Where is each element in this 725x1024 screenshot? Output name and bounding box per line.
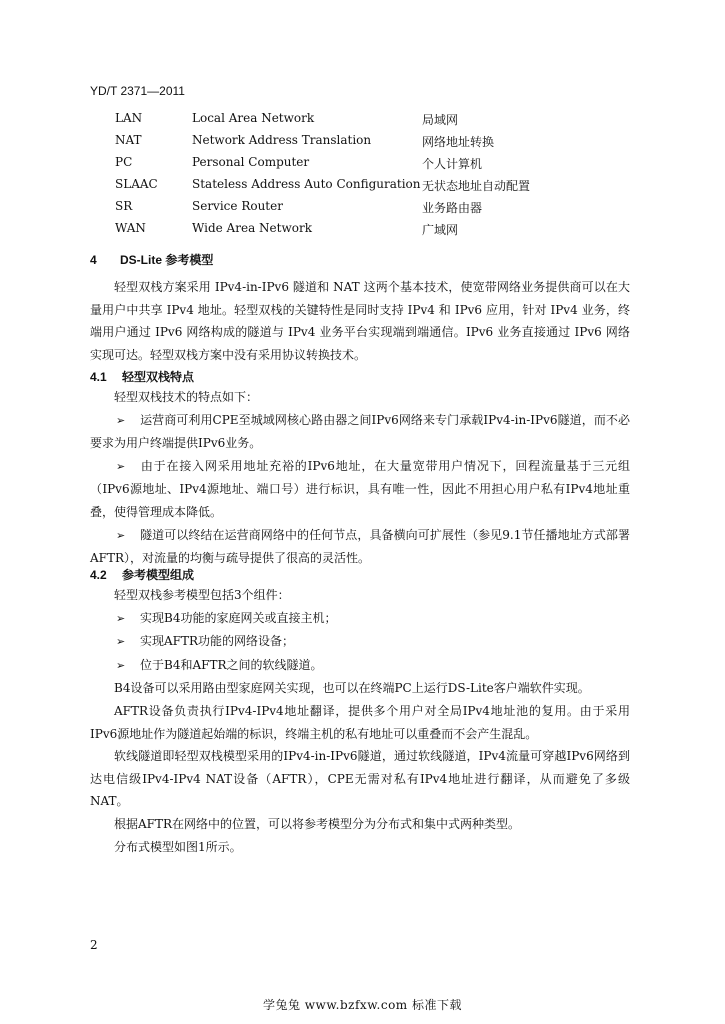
bullet-item: ➢ 实现B4功能的家庭网关或直接主机； — [90, 607, 630, 631]
abbreviation-chinese: 个人计算机 — [422, 157, 483, 171]
bullet-item: ➢ 由于在接入网采用地址充裕的IPv6地址，在大量宽带用户情况下，回程流量基于三元组（IPv6源地址、IPv4源地址、端口号）进行标识，具有唯一性，因此不用担心用户私有IPv4地址重叠，使得管理成本降低。 — [90, 455, 630, 524]
section-number: 4.2 — [90, 568, 107, 582]
paragraph: B4设备可以采用路由型家庭网关实现，也可以在终端PC上运行DS-Lite客户端软件实现。 — [114, 681, 590, 696]
abbreviation-key: SLAAC — [115, 177, 158, 191]
abbreviation-english: Wide Area Network — [192, 221, 312, 235]
paragraph: AFTR设备负责执行IPv4-IPv4地址翻译，提供多个用户对全局IPv4地址池的复用。由于采用IPv6源地址作为隧道起始端的标识，终端主机的私有地址可以重叠而不会产生混乱。 — [90, 703, 630, 741]
section-4-2-body — [90, 584, 630, 858]
section-4-body — [90, 276, 630, 366]
section-title: DS-Lite 参考模型 — [120, 253, 214, 267]
page-number: 2 — [90, 938, 98, 952]
section-number: 4.1 — [90, 370, 107, 384]
paragraph: 根据AFTR在网络中的位置，可以将参考模型分为分布式和集中式两种类型。 — [114, 816, 521, 831]
abbreviation-english: Personal Computer — [192, 155, 310, 169]
abbreviation-key: PC — [115, 155, 133, 169]
section-4-1-heading — [90, 368, 194, 385]
abbreviation-english: Local Area Network — [192, 111, 315, 125]
abbreviation-row — [115, 133, 635, 155]
bullet-item: ➢ 实现AFTR功能的网络设备； — [90, 630, 630, 654]
section-title: 轻型双栈特点 — [122, 370, 195, 384]
section-4-2-heading — [90, 566, 194, 583]
paragraph: 轻型双栈方案采用 IPv4-in-IPv6 隧道和 NAT 这两个基本技术，使宽带网络业务提供商可以在大量用户中共享 IPv4 地址。轻型双栈的关键特性是同时支持 IPv4 和 IPv6 应用，针对 IPv4 业务，终端用户通过 IPv6 网络构成的隧道与 IPv4 业务平台实现端到端通信。IPv6 业务直接通过 IPv6 网络实现可达。轻型双栈方案中没有采用协议转换技术。 — [90, 280, 630, 362]
abbreviation-key: SR — [115, 199, 133, 213]
bullet-item: ➢ 运营商可利用CPE至城域网核心路由器之间IPv6网络来专门承载IPv4-in-IPv6隧道，而不必要求为用户终端提供IPv6业务。 — [90, 409, 630, 455]
paragraph: 软线隧道即轻型双栈模型采用的IPv4-in-IPv6隧道，通过软线隧道，IPv4流量可穿越IPv6网络到达电信级IPv4-IPv4 NAT设备（AFTR），CPE无需对私有IPv4地址进行翻译，从而避免了多级NAT。 — [90, 749, 630, 809]
bullet-item: ➢ 位于B4和AFTR之间的软线隧道。 — [90, 654, 630, 678]
section-number: 4 — [90, 253, 97, 267]
paragraph: 轻型双栈参考模型包括3个组件： — [114, 588, 290, 602]
abbreviation-english: Stateless Address Auto Configuration — [192, 177, 421, 191]
section-title: 参考模型组成 — [122, 568, 195, 582]
abbreviation-chinese: 无状态地址自动配置 — [422, 179, 531, 193]
abbreviation-list — [115, 111, 635, 243]
abbreviation-row — [115, 221, 635, 243]
abbreviation-chinese: 局域网 — [422, 113, 459, 127]
abbreviation-row — [115, 111, 635, 133]
abbreviation-row — [115, 199, 635, 221]
section-4-heading — [90, 251, 213, 268]
section-4-1-body — [90, 386, 630, 570]
bullet-item: ➢ 隧道可以终结在运营商网络中的任何节点，具备横向可扩展性（参见9.1节任播地址方式部署AFTR），对流量的均衡与疏导提供了很高的灵活性。 — [90, 524, 630, 570]
abbreviation-key: WAN — [115, 221, 146, 235]
paragraph: 轻型双栈技术的特点如下： — [114, 390, 259, 404]
abbreviation-english: Service Router — [192, 199, 283, 213]
paragraph: 分布式模型如图1所示。 — [114, 839, 242, 854]
abbreviation-chinese: 网络地址转换 — [422, 135, 495, 149]
abbreviation-row — [115, 177, 635, 199]
abbreviation-key: NAT — [115, 133, 142, 147]
abbreviation-row — [115, 155, 635, 177]
abbreviation-english: Network Address Translation — [192, 133, 372, 147]
document-code: YD/T 2371—2011 — [90, 84, 185, 98]
abbreviation-chinese: 业务路由器 — [422, 201, 483, 215]
abbreviation-chinese: 广域网 — [422, 223, 459, 237]
footer-watermark: 学兔兔 www.bzfxw.com 标准下载 — [262, 998, 463, 1012]
abbreviation-key: LAN — [115, 111, 143, 125]
